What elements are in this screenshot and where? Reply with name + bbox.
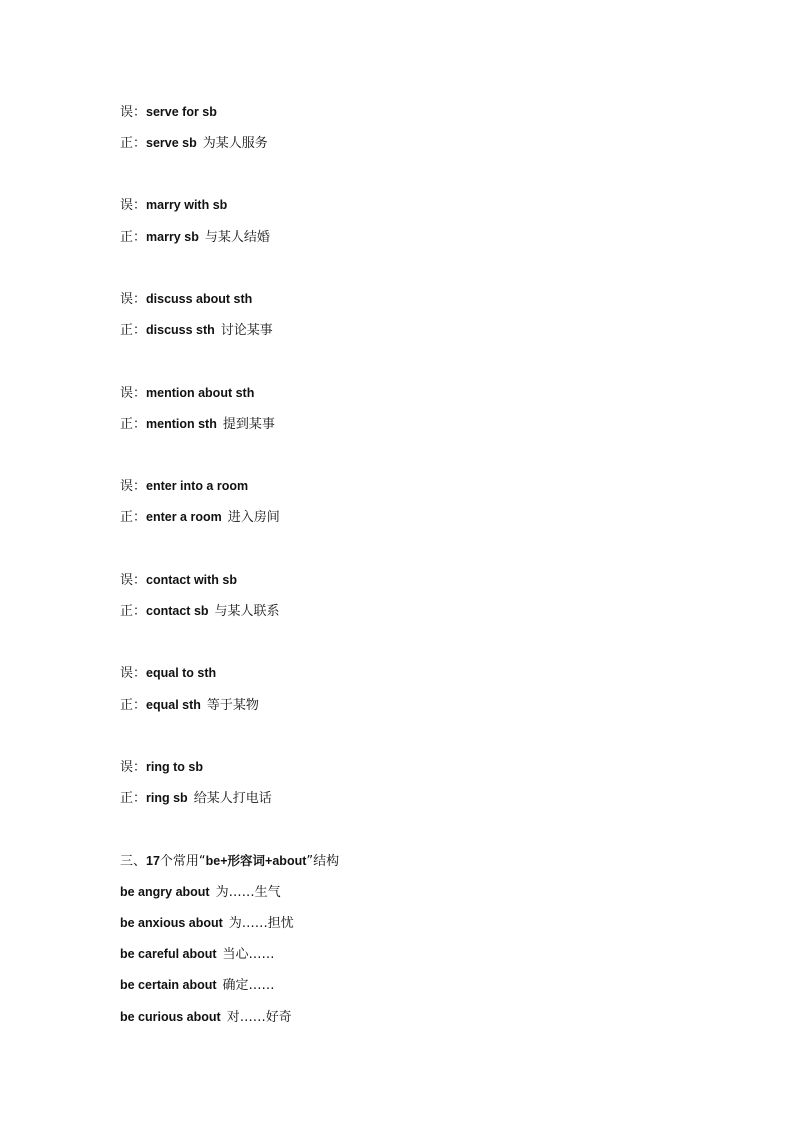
wrong-prefix: 误：: [120, 105, 147, 120]
meaning: 为某人服务: [202, 136, 268, 151]
correct-line: [120, 508, 280, 527]
correct-line: [120, 321, 273, 340]
correct-line: [120, 228, 270, 247]
meaning: 与某人结婚: [204, 230, 270, 245]
list-item: [120, 914, 294, 933]
wrong-line: [120, 664, 216, 683]
correct-prefix: 正：: [120, 791, 147, 806]
heading-mid: 个常用“: [159, 854, 206, 869]
heading-phrase: be+形容词+about: [205, 854, 307, 868]
wrong-prefix: 误：: [120, 666, 147, 681]
section-heading: [120, 852, 339, 871]
correct-phrase: equal sth: [146, 698, 201, 712]
wrong-phrase: marry with sb: [146, 198, 228, 212]
correct-phrase: enter a room: [146, 510, 222, 524]
correct-line: [120, 134, 268, 153]
phrase-english: be certain about: [120, 978, 217, 992]
wrong-phrase: mention about sth: [146, 386, 255, 400]
list-item: [120, 883, 281, 902]
wrong-prefix: 误：: [120, 198, 147, 213]
wrong-line: [120, 758, 203, 777]
wrong-line: [120, 384, 254, 403]
meaning: 提到某事: [222, 417, 275, 432]
heading-number: 17: [146, 854, 160, 868]
correct-phrase: contact sb: [146, 604, 209, 618]
phrase-english: be careful about: [120, 947, 217, 961]
phrase-meaning: 为……生气: [215, 885, 281, 900]
wrong-prefix: 误：: [120, 479, 147, 494]
wrong-phrase: discuss about sth: [146, 292, 253, 306]
list-item: [120, 945, 275, 964]
correct-prefix: 正：: [120, 604, 147, 619]
phrase-meaning: 当心……: [222, 947, 275, 962]
wrong-line: [120, 103, 217, 122]
list-item: [120, 976, 275, 995]
correct-line: [120, 789, 272, 808]
phrase-meaning: 对……好奇: [226, 1010, 292, 1025]
meaning: 进入房间: [227, 510, 280, 525]
wrong-prefix: 误：: [120, 386, 147, 401]
list-item: [120, 1008, 292, 1027]
phrase-english: be anxious about: [120, 916, 223, 930]
correct-prefix: 正：: [120, 510, 147, 525]
wrong-prefix: 误：: [120, 760, 147, 775]
wrong-phrase: serve for sb: [146, 105, 217, 119]
wrong-phrase: contact with sb: [146, 573, 237, 587]
correct-line: [120, 602, 280, 621]
heading-prefix: 三、: [120, 854, 147, 869]
wrong-line: [120, 477, 248, 496]
wrong-line: [120, 571, 237, 590]
phrase-english: be angry about: [120, 885, 210, 899]
correct-prefix: 正：: [120, 230, 147, 245]
wrong-line: [120, 290, 252, 309]
correct-phrase: mention sth: [146, 417, 217, 431]
wrong-phrase: equal to sth: [146, 666, 217, 680]
correct-prefix: 正：: [120, 698, 147, 713]
heading-end: ”结构: [306, 854, 340, 869]
correct-prefix: 正：: [120, 417, 147, 432]
phrase-english: be curious about: [120, 1010, 221, 1024]
correct-phrase: serve sb: [146, 136, 197, 150]
meaning: 与某人联系: [214, 604, 280, 619]
correct-prefix: 正：: [120, 323, 147, 338]
meaning: 等于某物: [206, 698, 259, 713]
correct-phrase: ring sb: [146, 791, 188, 805]
wrong-phrase: ring to sb: [146, 760, 203, 774]
correct-line: [120, 696, 259, 715]
wrong-phrase: enter into a room: [146, 479, 249, 493]
correct-prefix: 正：: [120, 136, 147, 151]
meaning: 讨论某事: [220, 323, 273, 338]
correct-line: [120, 415, 275, 434]
wrong-line: [120, 196, 227, 215]
phrase-meaning: 确定……: [222, 978, 275, 993]
meaning: 给某人打电话: [193, 791, 272, 806]
wrong-prefix: 误：: [120, 573, 147, 588]
wrong-prefix: 误：: [120, 292, 147, 307]
correct-phrase: discuss sth: [146, 323, 215, 337]
phrase-meaning: 为……担忧: [228, 916, 294, 931]
correct-phrase: marry sb: [146, 230, 199, 244]
